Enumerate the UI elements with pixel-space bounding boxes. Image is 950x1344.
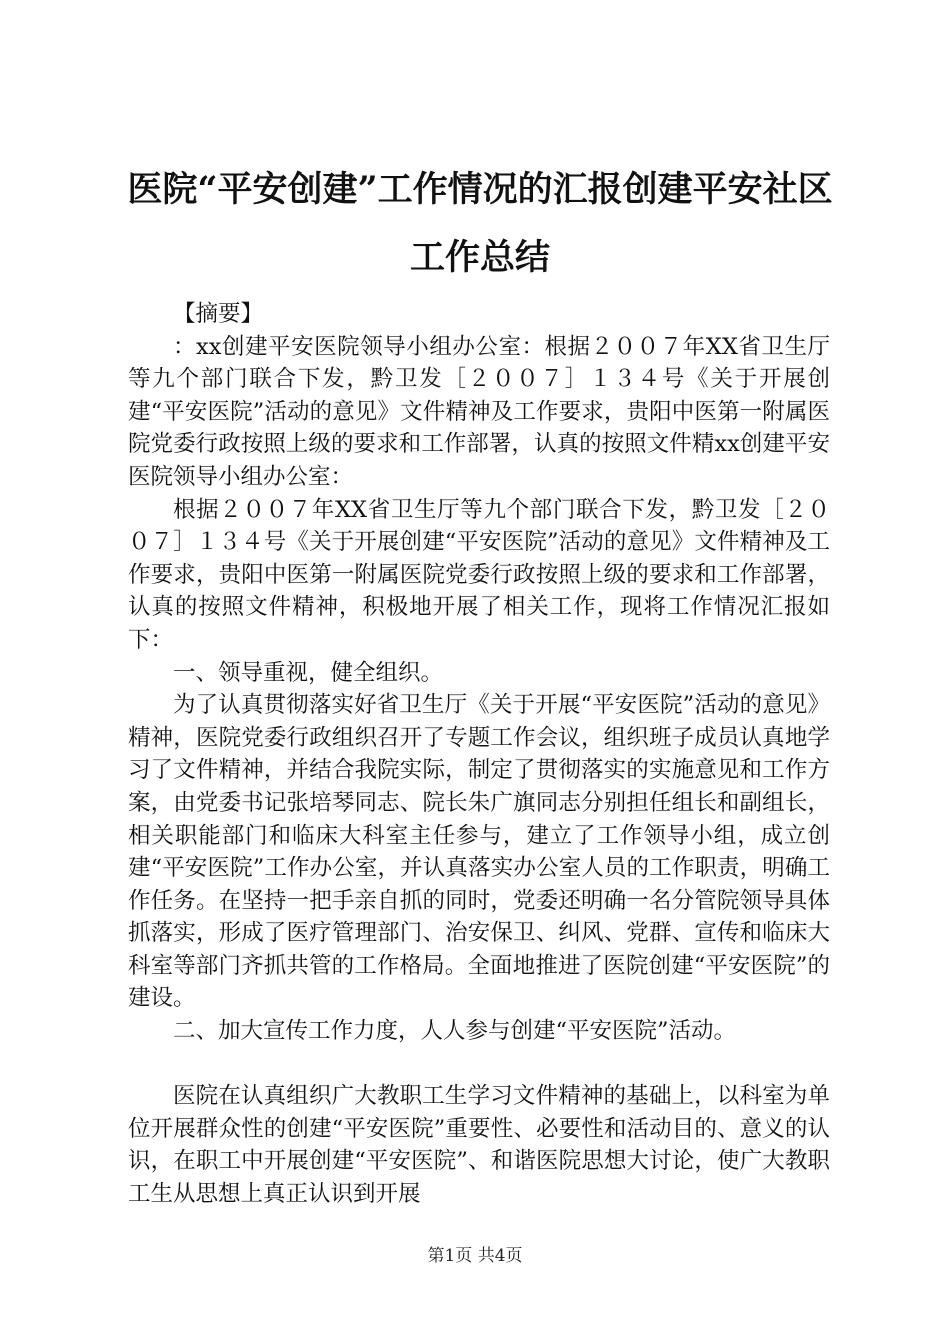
section-heading-1: 一、领导重视，健全组织。 (173, 659, 444, 686)
abstract-label: 【摘要】 (173, 301, 264, 327)
document-body (128, 298, 830, 1211)
page-number-footer: 第1页 共4页 (427, 1246, 523, 1266)
paragraph-section-1: 为了认真贯彻落实好省卫生厅《关于开展“平安医院”活动的意见》精神，医院党委行政组织召开了专题工作会议，组织班子成员认真地学习了文件精神，并结合我院实际，制定了贯彻落实的实施意见和工作方案，由党委书记张培琴同志、院长朱广旗同志分别担任组长和副组长，相关职能部门和临床大科室主任参与，建立了工作领导小组，成立创建“平安医院”工作办公室，并认真落实办公室人员的工作职责，明确工作任务。在坚持一把手亲自抓的同时，党委还明确一名分管院领导具体抓落实，形成了医疗管理部门、治安保卫、纠风、党群、宣传和临床大科室等部门齐抓共管的工作格局。全面地推进了医院创建“平安医院”的建设。 (128, 692, 830, 1012)
paragraph-section-2: 医院在认真组织广大教职工生学习文件精神的基础上，以科室为单位开展群众性的创建“平安医院”重要性、必要性和活动目的、意义的认识，在职工中开展创建“平安医院”、和谐医院思想大讨论，使广大教职工生从思想上真正认识到开展 (128, 1083, 830, 1208)
paragraph-intro: 根据２００７年XX省卫生厅等九个部门联合下发，黔卫发［２００７］１３４号《关于开展创建“平安医院”活动的意见》文件精神及工作要求，贵阳中医第一附属医院党委行政按照上级的要求和工作部署，认真的按照文件精神，积极地开展了相关工作，现将工作情况汇报如下： (128, 496, 830, 653)
document-title: 医院“平安创建”工作情况的汇报创建平安社区工作总结 (127, 169, 833, 278)
section-heading-2: 二、加大宣传工作力度，人人参与创建“平安医院”活动。 (173, 1018, 737, 1045)
paragraph-abstract: ：xx创建平安医院领导小组办公室：根据２００７年XX省卫生厅等九个部门联合下发，黔卫发［２００７］１３４号《关于开展创建“平安医院”活动的意见》文件精神及工作要求，贵阳中医第一附属医院党委行政按照上级的要求和工作部署，认真的按照文件精xx创建平安医院领导小组办公室： (128, 333, 830, 490)
